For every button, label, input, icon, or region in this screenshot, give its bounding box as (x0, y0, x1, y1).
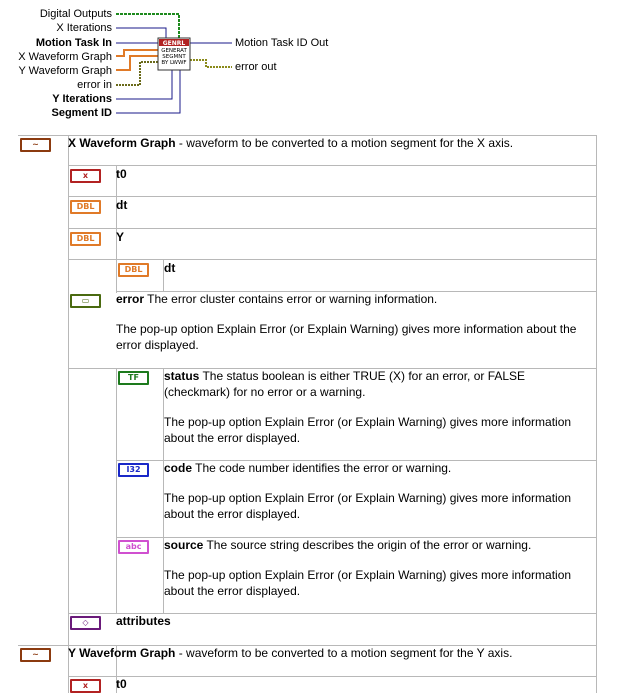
waveform-icon: ~ (20, 138, 51, 152)
terminal-y-iterations: Y Iterations (52, 93, 112, 105)
error-desc: The error cluster contains error or warning information. (144, 292, 438, 306)
terminal-error-out: error out (235, 61, 277, 73)
y-entry (116, 229, 124, 245)
code-name: code (164, 461, 193, 475)
terminal-segment-id: Segment ID (51, 107, 112, 119)
code-entry (164, 460, 584, 476)
code-desc: The code number identifies the error or warning. (192, 461, 452, 475)
y-waveform-graph-name: Y Waveform Graph (68, 646, 176, 660)
icon-label-2: SEGMNT (162, 54, 186, 60)
error-note: The pop-up option Explain Error (or Explain Warning) gives more information about the error displayed. (116, 322, 577, 352)
y-t0-entry (116, 676, 127, 692)
variant-icon: ◇ (70, 616, 101, 630)
status-note: The pop-up option Explain Error (or Explain Warning) gives more information about the error displayed. (164, 415, 572, 445)
terminal-x-waveform-graph: X Waveform Graph (18, 51, 112, 63)
status-name: status (164, 369, 200, 383)
y-dt-entry (164, 260, 175, 276)
attributes-entry (116, 613, 171, 629)
dt-entry (116, 197, 127, 213)
terminal-y-waveform-graph: Y Waveform Graph (18, 65, 112, 77)
terminal-x-iterations: X Iterations (56, 22, 112, 34)
icon-label-3: BY LWWF (161, 60, 187, 66)
t0-name: t0 (116, 167, 127, 181)
terminal-error-in: error in (77, 79, 112, 91)
source-desc: The source string describes the origin of the error or warning. (203, 538, 532, 552)
error-name: error (116, 292, 145, 306)
terminal-motion-task-id-out: Motion Task ID Out (235, 37, 329, 49)
source-note: The pop-up option Explain Error (or Explain Warning) gives more information about the error displayed. (164, 568, 572, 598)
attributes-name: attributes (116, 614, 171, 628)
terminal-motion-task-in: Motion Task In (35, 37, 112, 49)
y-name: Y (116, 230, 125, 244)
x-waveform-graph-desc: - waveform to be converted to a motion segment for the X axis. (175, 136, 514, 150)
boolean-icon: TF (118, 371, 149, 385)
y-waveform-graph-entry (68, 645, 593, 661)
i32-icon: I32 (118, 463, 149, 477)
t0-entry (116, 166, 127, 182)
timestamp-icon: x (70, 679, 101, 693)
waveform-icon: ~ (20, 648, 51, 662)
y-t0-name: t0 (116, 677, 127, 691)
error-cluster-icon: ▭ (70, 294, 101, 308)
code-note: The pop-up option Explain Error (or Explain Warning) gives more information about the error displayed. (164, 491, 572, 521)
dbl-array-icon: DBL (70, 232, 101, 246)
source-name: source (164, 538, 204, 552)
string-icon: abc (118, 540, 149, 554)
timestamp-icon: x (70, 169, 101, 183)
y-waveform-graph-desc: - waveform to be converted to a motion segment for the Y axis. (175, 646, 513, 660)
svg-text:GENRL: GENRL (162, 40, 186, 47)
y-dt-name: dt (164, 261, 176, 275)
x-waveform-graph-entry (68, 135, 593, 151)
status-entry (164, 368, 584, 400)
dbl-icon: DBL (70, 200, 101, 214)
icon-label-1: GENERAT (161, 48, 187, 54)
terminal-digital-outputs: Digital Outputs (39, 8, 112, 20)
x-waveform-graph-name: X Waveform Graph (68, 136, 176, 150)
dt-name: dt (116, 198, 128, 212)
error-entry (116, 291, 594, 307)
status-desc: The status boolean is either TRUE (X) for an error, or FALSE (checkmark) for no error or a warning. (164, 369, 526, 399)
dbl-icon: DBL (118, 263, 149, 277)
source-entry (164, 537, 592, 553)
